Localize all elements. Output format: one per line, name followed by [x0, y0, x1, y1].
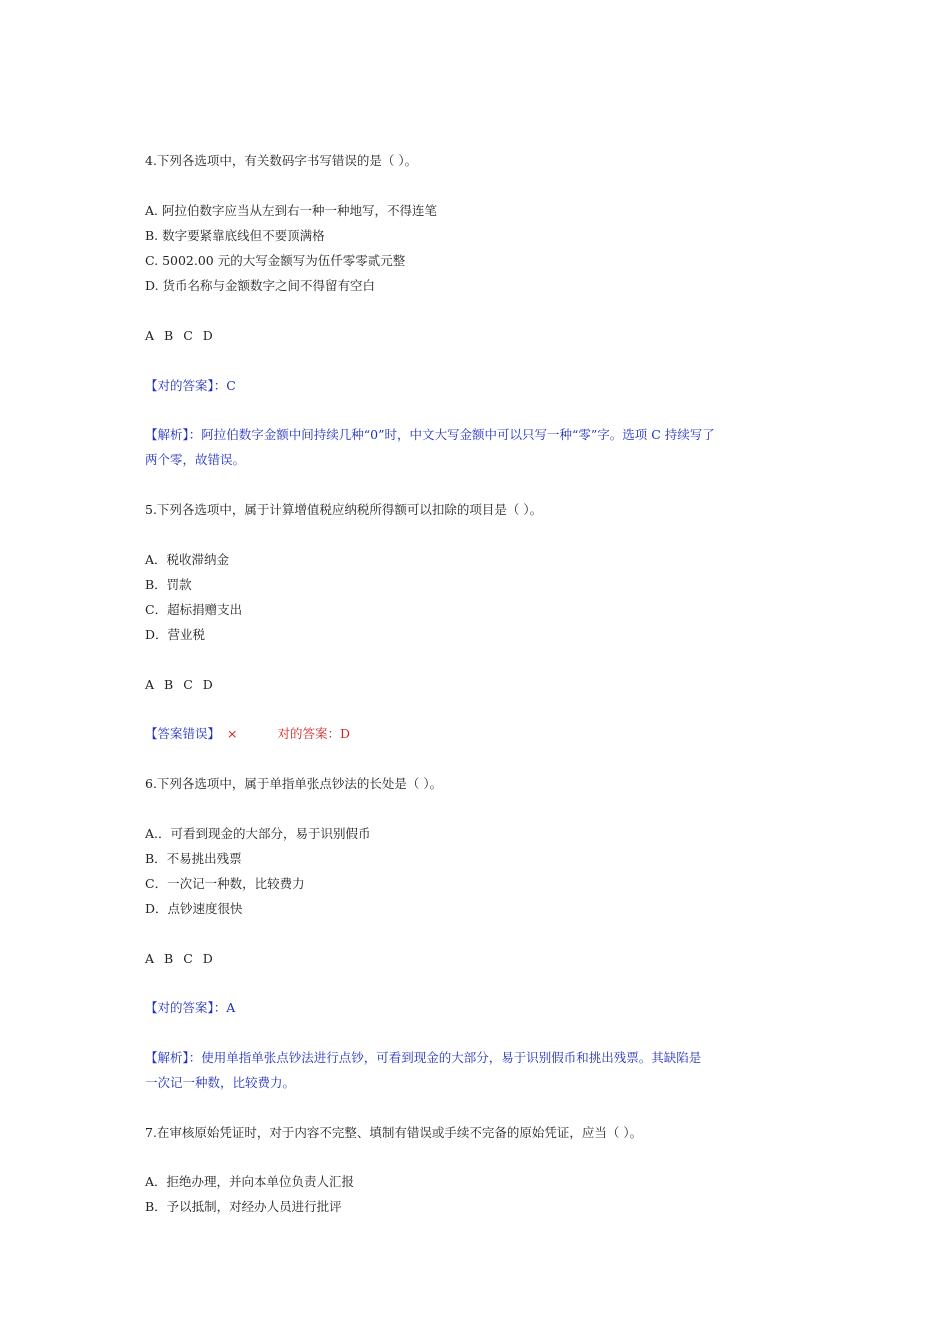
question-7-option-a: A．拒绝办理，并向本单位负责人汇报 [145, 1174, 355, 1189]
question-4-analysis-line-1 [145, 427, 715, 443]
choice-b[interactable]: B [164, 677, 174, 692]
choice-c[interactable]: C [183, 328, 193, 343]
question-5-choices [145, 677, 223, 693]
wrong-answer-label: 【答案错误】 [145, 726, 221, 741]
question-6-stem: 6.下列各选项中，属于单指单张点钞法的长处是（ ）。 [145, 776, 443, 791]
question-5-option-b: B．罚款 [145, 577, 192, 592]
question-5-option-a: A．税收滞纳金 [145, 552, 230, 567]
answer-label: 【对的答案】： [145, 378, 227, 393]
question-5-stem: 5.下列各选项中，属于计算增值税应纳税所得额可以扣除的项目是（ ）。 [145, 502, 543, 517]
question-4-option-b: B. 数字要紧靠底线但不要顶满格 [145, 228, 325, 243]
analysis-label: 【解析】： [145, 427, 202, 442]
question-6-option-c: C．一次记一种数，比较费力 [145, 876, 305, 891]
question-6-option-d: D．点钞速度很快 [145, 901, 243, 916]
analysis-text: 阿拉伯数字金额中间持续几种“0”时，中文大写金额中可以只写一种“零”字。选项 C 持续写了 [201, 427, 715, 442]
question-4-option-d: D. 货币名称与金额数字之间不得留有空白 [145, 278, 376, 293]
choice-c[interactable]: C [183, 951, 193, 966]
choice-b[interactable]: B [164, 951, 174, 966]
analysis-text: 使用单指单张点钞法进行点钞，可看到现金的大部分，易于识别假币和挑出残票。其缺陷是 [201, 1050, 702, 1065]
choice-d[interactable]: D [202, 677, 213, 692]
question-4-choices [145, 328, 223, 344]
wrong-mark-icon: × [227, 726, 238, 741]
question-6-option-a: A.．可看到现金的大部分，易于识别假币 [145, 826, 371, 841]
correct-answer-label: 对的答案：D [277, 726, 350, 741]
question-6-option-b: B．不易挑出残票 [145, 851, 242, 866]
choice-a[interactable]: A [145, 951, 155, 966]
question-6-answer [145, 1000, 235, 1016]
answer-value: A [226, 1000, 236, 1015]
choice-a[interactable]: A [145, 328, 155, 343]
question-7-option-b: B．予以抵制，对经办人员进行批评 [145, 1199, 342, 1214]
question-6-choices [145, 951, 223, 967]
question-5-result [145, 726, 350, 742]
choice-d[interactable]: D [202, 328, 213, 343]
analysis-label: 【解析】： [145, 1050, 202, 1065]
choice-c[interactable]: C [183, 677, 193, 692]
question-7-stem: 7.在审核原始凭证时，对于内容不完整、填制有错误或手续不完备的原始凭证，应当（ ）。 [145, 1125, 643, 1140]
answer-label: 【对的答案】： [145, 1000, 227, 1015]
choice-a[interactable]: A [145, 677, 155, 692]
question-4-option-c: C. 5002.00 元的大写金额写为伍仟零零贰元整 [145, 253, 406, 268]
answer-value: C [226, 378, 236, 393]
question-6-analysis-line-1 [145, 1050, 701, 1066]
question-4-analysis-line-2: 两个零，故错误。 [145, 452, 246, 467]
question-5-option-c: C．超标捐赠支出 [145, 602, 243, 617]
choice-d[interactable]: D [202, 951, 213, 966]
choice-b[interactable]: B [164, 328, 174, 343]
question-4-stem: 4.下列各选项中，有关数码字书写错误的是（ ）。 [145, 153, 418, 168]
question-4-answer [145, 378, 236, 394]
question-5-option-d: D．营业税 [145, 627, 206, 642]
question-6-analysis-line-2: 一次记一种数，比较费力。 [145, 1075, 296, 1090]
question-4-option-a: A. 阿拉伯数字应当从左到右一种一种地写，不得连笔 [145, 203, 437, 218]
